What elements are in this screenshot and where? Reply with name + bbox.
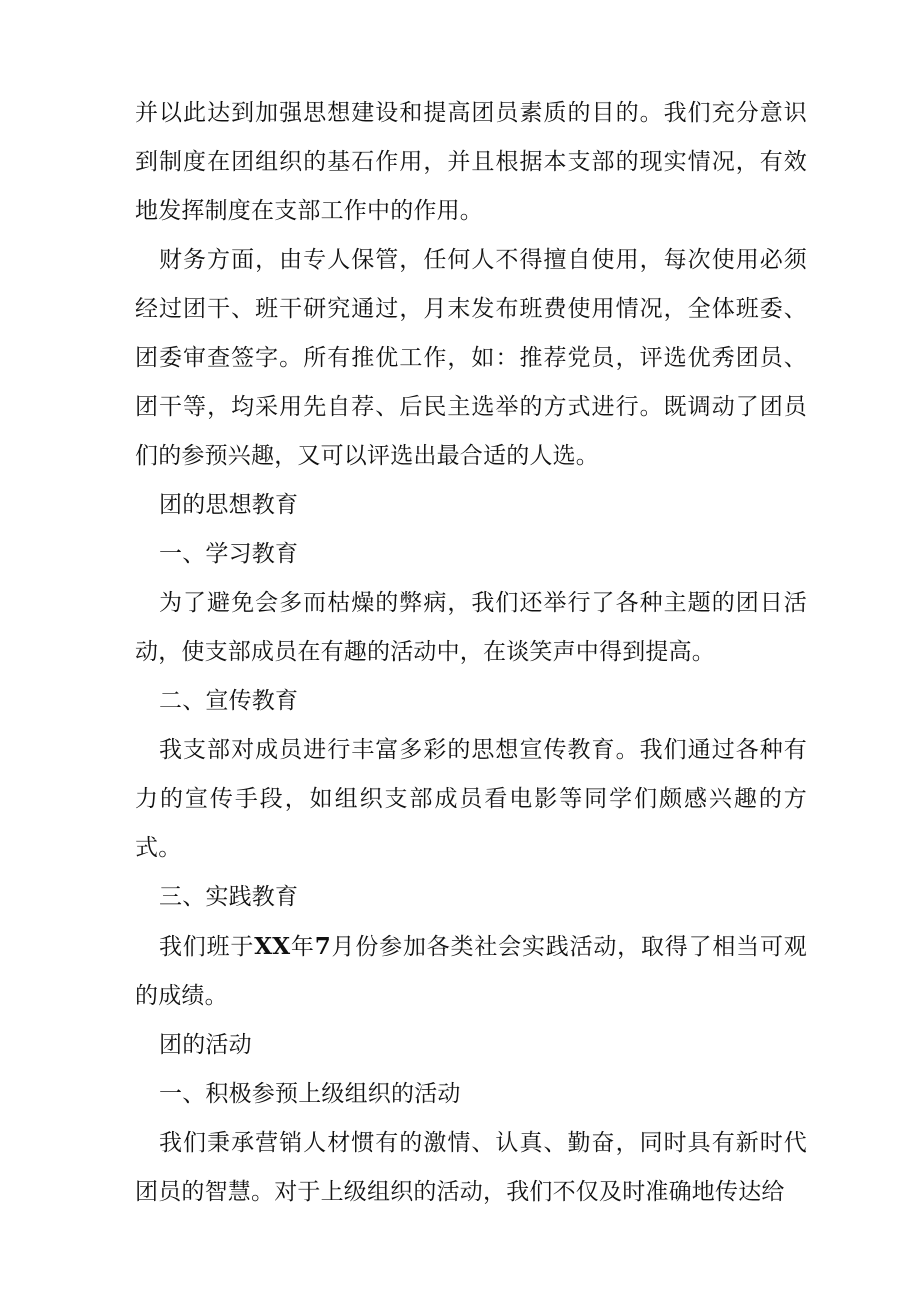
text-run: 月份参加各类社会实践活动，取得了相当可观的成绩。 (135, 934, 807, 1009)
paragraph-superior-activities: 我们秉承营销人材惯有的激情、认真、勤奋，同时具有新时代团员的智慧。对于上级组织的活动，我们不仅及时准确地传达给 (135, 1130, 807, 1205)
year-placeholder: XX (254, 933, 291, 960)
paragraph-publicity-education: 我支部对成员进行丰富多彩的思想宣传教育。我们通过各种有力的宣传手段，如组织支部成员看电影等同学们颇感兴趣的方式。 (135, 737, 807, 861)
paragraph-study-education: 为了避免会多而枯燥的弊病，我们还举行了各种主题的团日活动，使支部成员在有趣的活动中，在谈笑声中得到提高。 (135, 590, 807, 665)
section-heading-activities: 团的活动 (159, 1032, 252, 1058)
section-heading-ideological-education: 团的思想教育 (159, 492, 299, 518)
subheading-superior-activities: 一、积极参预上级组织的活动 (159, 1081, 461, 1107)
document-body (135, 89, 807, 1217)
paragraph-institution-building: 并以此达到加强思想建设和提高团员素质的目的。我们充分意识到制度在团组织的基石作用，并且根据本支部的现实情况，有效地发挥制度在支部工作中的作用。 (135, 100, 807, 224)
text-run: 年 (290, 934, 315, 960)
subheading-publicity-education: 二、宣传教育 (159, 688, 299, 714)
text-run: 我们班于 (159, 934, 255, 960)
month-number: 7 (314, 933, 331, 960)
subheading-practice-education: 三、实践教育 (159, 884, 299, 910)
paragraph-practice-education (135, 922, 807, 1021)
paragraph-finance: 财务方面，由专人保管，任何人不得擅自使用，每次使用必须经过团干、班干研究通过，月末发布班费使用情况，全体班委、团委审查签字。所有推优工作，如：推荐党员，评选优秀团员、团干等，均采用先自荐、后民主选举的方式进行。既调动了团员们的参预兴趣，又可以评选出最合适的人选。 (135, 247, 807, 469)
subheading-study-education: 一、学习教育 (159, 541, 299, 567)
